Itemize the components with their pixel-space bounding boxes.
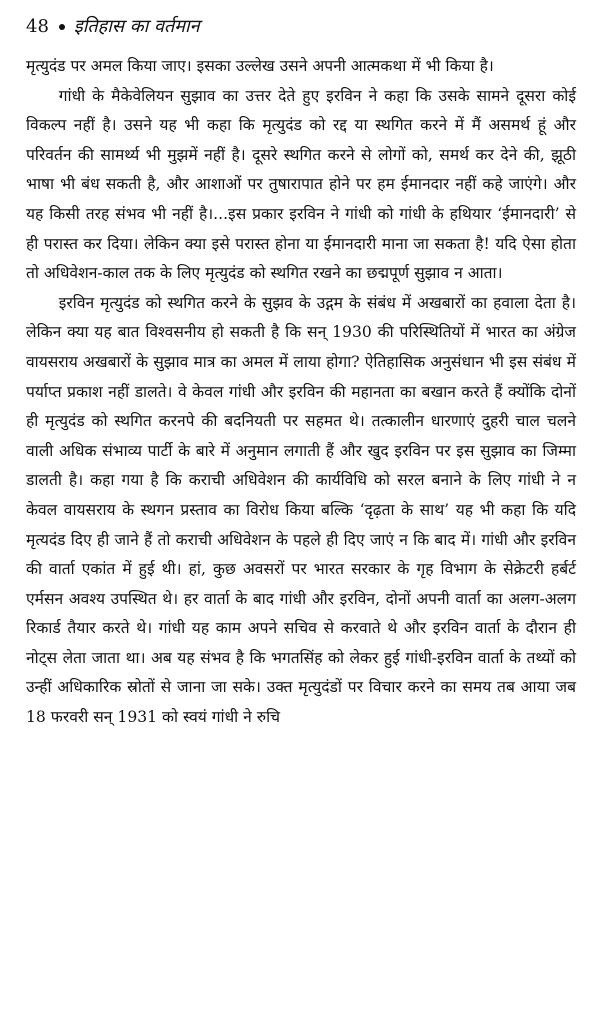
body-text bbox=[26, 52, 576, 733]
running-header bbox=[26, 12, 576, 42]
paragraph-3: इरविन मृत्युदंड को स्थगित करने के सुझव के उद्गम के संबंध में अखबारों का हवाला देता है। लेकिन क्या यह बात विश्वसनीय हो सकती है कि सन् 1930 की परिस्थितियों में भारत का अंग्रेज वायसराय अखबारों के सुझाव मात्र का अमल में लाया होगा? ऐतिहासिक अनुसंधान भी इस संबंध में पर्याप्त प्रकाश नहीं डालते। वे केवल गांधी और इरविन की महानता का बखान करते हैं क्योंकि दोनों ही मृत्युदंड को स्थगित करनपे की बदनियती पर सहमत थे। तत्कालीन धारणाएं दुहरी चाल चलने वाली अधिक संभाव्य पार्टी के बारे में अनुमान लगाती हैं और खुद इरविन पर इस सुझाव का जिम्मा डालती है। कहा गया है कि कराची अधिवेशन की कार्यविधि को सरल बनाने के लिए गांधी ने न केवल वायसराय के स्थगन प्रस्ताव का विरोध किया बल्कि ‘दृढ़ता के साथ’ यह भी कहा कि यदि मृत्यदंड दिए ही जाने हैं तो कराची अधिवेशन के पहले ही दिए जाएं न कि बाद में। गांधी और इरविन की वार्ता एकांत में हुई थी। हां, कुछ अवसरों पर भारत सरकार के गृह विभाग के सेक्रेटरी हर्बर्ट एर्मसन अवश्य उपस्थित थे। हर वार्ता के बाद गांधी और इरविन, दोनों अपनी वार्ता का अलग-अलग रिकार्ड तैयार करते थे। गांधी यह काम अपने सचिव से करवाते थे और इरविन वार्ता के दौरान ही नोट्स लेता जाता था। अब यह संभव है कि भगतसिंह को लेकर हुई गांधी-इरविन वार्ता के तथ्यों को उन्हीं अधिकारिक स्रोतों से जाना जा सके। उक्त मृत्युदंडों पर विचार करने का समय तब आया जब 18 फरवरी सन् 1931 को स्वयं गांधी ने रुचि bbox=[26, 293, 576, 727]
paragraph-1: मृत्युदंड पर अमल किया जाए। इसका उल्लेख उसने अपनी आत्मकथा में भी किया है। bbox=[26, 57, 494, 75]
page-number: 48 bbox=[26, 16, 49, 37]
paragraph-2: गांधी के मैकेवेलियन सुझाव का उत्तर देते हुए इरविन ने कहा कि उसके सामने दूसरा कोई विकल्प नहीं है। उसने यह भी कहा कि मृत्युदंड को रद्द या स्थगित करने में मैं असमर्थ हूं और परिवर्तन की सामर्थ्य भी मुझमें नहीं है। दूसरे स्थगित करने से लोगों को, समर्थ कर देने की, झूठी भाषा भी बंध सकती है, और आशाओं पर तुषारापात होने पर हम ईमानदार नहीं कहे जाएंगे। और यह किसी तरह संभव भी नहीं है।...इस प्रकार इरविन ने गांधी को गांधी के हथियार ‘ईमानदारी’ से ही परास्त कर दिया। लेकिन क्या इसे परास्त होना या ईमानदारी माना जा सकता है! यदि ऐसा होता तो अधिवेशन-काल तक के लिए मृत्युदंड को स्थगित रखने का छद्मपूर्ण सुझाव न आता। bbox=[26, 86, 576, 283]
bullet-separator-icon bbox=[59, 24, 65, 30]
book-title: इतिहास का वर्तमान bbox=[73, 16, 200, 37]
